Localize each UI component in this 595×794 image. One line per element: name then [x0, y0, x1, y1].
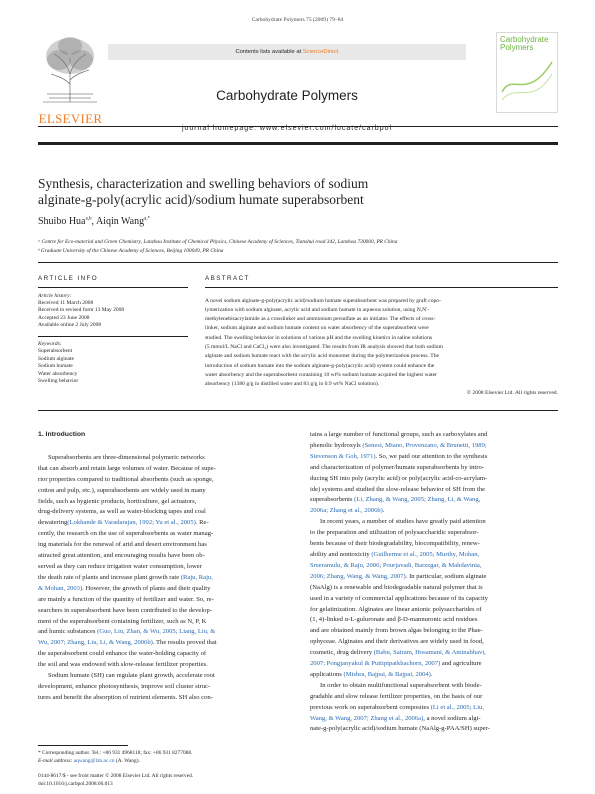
body-line: ide) systems and studied the slow-release behavior of SH from the [310, 485, 486, 493]
body-line: rior properties compared to traditional absorbents (such as sponge, [38, 475, 214, 483]
cover-title-line2: Polymers [500, 43, 534, 52]
body-line: are mainly a function of the quantity of fertilizer and water. So, re- [38, 595, 214, 603]
body-text: . So, we paid our attention to the synthesis [375, 452, 488, 460]
body-left-column [38, 430, 288, 704]
body-line: searchers in superabsorbent have been contributed to the develop- [38, 606, 212, 614]
body-line: for gelatinization. Alginates are linear anionic polysaccharides of [310, 605, 482, 613]
email-suffix: (A. Wang). [114, 757, 140, 764]
elsevier-logo [38, 34, 103, 126]
cover-title-line1: Carbohydrate [500, 35, 549, 44]
cover-graphic [497, 52, 557, 107]
abstract-line: methylenebisacrylamide as a crosslinker and ammonium persulfate as an initiator. The effects of cross- [205, 316, 436, 323]
citation-link[interactable]: (Guilherme et al., 2005; Murthy, Mohan, [371, 550, 480, 558]
body-text: phenolic hydroxyls [310, 441, 363, 449]
body-text: previous work on superabsorbent composites [310, 703, 431, 711]
body-line: the soil and was endowed with slow-release fertilizer properties. [38, 661, 208, 669]
citation-link[interactable]: (Mishra, Bajpai, & Bajpai, 2004) [343, 670, 431, 678]
citation-link[interactable]: (Raju, Raju, [180, 573, 213, 581]
body-text: and agriculture [440, 660, 482, 668]
body-line [38, 627, 288, 638]
body-line [310, 441, 560, 452]
sciencedirect-link[interactable]: ScienceDirect [302, 49, 339, 55]
abstract-line: alginate and sodium humate react with the acrylic acid monomer during the polymerization process. The [205, 353, 439, 360]
article-info-rule [38, 287, 188, 288]
journal-cover [496, 32, 558, 113]
citation-link[interactable]: 2006; Zhang, Wang, & Wang, 2007) [310, 572, 406, 580]
body-text: the death rate of plants and increase plant growth rate [38, 573, 181, 581]
body-text: cosmetic, drug delivery [310, 649, 374, 657]
homepage-link[interactable]: www.elsevier.com/locate/carbpol [259, 125, 393, 132]
body-line: that can absorb and retain large volumes of water. Because of supe- [38, 464, 216, 472]
body-line: In order to obtain multifunctional superabsorbent with biode- [320, 681, 482, 689]
keywords-label: Keywords: [38, 341, 62, 348]
elsevier-wordmark: ELSEVIER [38, 111, 103, 126]
body-line: the superabsorbent could enhance the water-holding capacity of [38, 650, 207, 658]
author-affil-sup: a,* [144, 216, 151, 222]
body-line: gradable and slow release fertilizer properties, on the basis of our [310, 692, 483, 700]
contents-prefix: Contents lists available at [235, 49, 303, 55]
body-text: . Re- [195, 519, 209, 527]
body-text: . [430, 670, 433, 678]
affiliation-a: ᵃ Centre for Eco-material and Green Chemistry, Lanzhou Institute of Chemical Physics, Chinese Academy of Sciences, Tianshui road 342, Lanzhou 730000, PR China [38, 239, 398, 245]
body-line [310, 703, 560, 714]
body-line: Sodium humate (SH) can regulate plant growth, accelerate root [48, 672, 215, 680]
keywords-rule [38, 336, 188, 337]
body-text: , a novel sodium algi- [423, 714, 481, 722]
body-line [310, 670, 560, 681]
footnote-rule [38, 745, 128, 746]
section-heading-introduction: 1. Introduction [38, 431, 86, 438]
body-line [38, 584, 288, 595]
body-line: served as they can reduce irrigation water consumption, lower [38, 562, 202, 570]
body-line: attracted great attention, and encouraging results have been ob- [38, 552, 205, 560]
body-line: tures and benefit the absorption of nutrient elements. SH also con- [38, 693, 213, 701]
body-line: drug-delivery systems, as well as water-blocking tapes and coal [38, 508, 206, 516]
body-line [38, 518, 288, 529]
body-line [310, 506, 560, 517]
body-line [310, 495, 560, 506]
body-line: used in a variety of commercial applications because of its capacity [310, 594, 488, 602]
article-info-heading: ARTICLE INFO [38, 275, 99, 282]
abstract-line: water absorbency and the superabsorbent containing 10 wt% sodium humate acquired the highest water [205, 371, 437, 378]
email-line [38, 758, 298, 766]
abstract-line: (5 mmol/L NaCl and CaCl₂) were also investigated. The results from IR analysis showed that both sodium [205, 343, 443, 350]
body-text: . In particular, sodium alginate [405, 572, 487, 580]
article-info [38, 275, 188, 385]
abstract-line: absorbency (1380 g/g in distilled water and 83 g/g in 0.9 wt% NaCl solution). [205, 381, 380, 388]
body-line: to the preparation and utilization of polysaccharidic superabsor- [310, 529, 479, 537]
homepage-prefix: journal homepage: [181, 125, 260, 132]
abstract-bottom-rule [38, 410, 558, 411]
citation-link[interactable]: (Guo, Liu, Zhan, & Wu, 2005; Liang, Liu, & [97, 628, 216, 636]
history-label: Article history: [38, 292, 72, 299]
body-line: tains a large number of functional groups, such as carboxylates and [310, 431, 488, 438]
keyword: Superabsorbent [38, 348, 73, 355]
keyword: Sodium alginate [38, 355, 74, 362]
body-line: (1, 4)-linked α-L-guluronate and β-D-mannuronic acid residues [310, 616, 478, 624]
body-line: cotton and pulp, etc.), superabsorbents are widely used in many [38, 486, 206, 494]
body-line: development, enhance photosynthesis, improve soil cluster struc- [38, 682, 211, 690]
abstract-line: linker, sodium alginate and sodium humate content on water absorbency of the superabsorbent were [205, 325, 429, 332]
history-item: Received in revised form 13 May 2008 [38, 307, 125, 314]
journal-citation: Carbohydrate Polymers 75 (2009) 79–84 [251, 17, 344, 23]
title-line-1: Synthesis, characterization and swelling behaviors of sodium [38, 176, 369, 191]
citation-link[interactable]: (Babu, Sairam, Hosamani, & Aminabhavi, [373, 649, 486, 657]
publication-info [38, 772, 338, 788]
doi-line[interactable]: doi:10.1016/j.carbpol.2008.06.013 [38, 781, 113, 787]
history-item: Available online 2 July 2008 [38, 322, 102, 329]
journal-title: Carbohydrate Polymers [216, 88, 358, 103]
contents-bar [108, 44, 466, 60]
keyword: Water absorbency [38, 370, 78, 377]
citation-link[interactable]: 2006a; Zhang et al., 2006b) [310, 507, 383, 515]
author-affil-sup: a,b [85, 216, 92, 222]
abstract-rule [205, 287, 558, 288]
body-line [310, 714, 560, 725]
body-line: ducing SH into poly (acrylic acid) or poly(acrylic acid-co-acrylam- [310, 474, 488, 482]
citation-link[interactable]: (Li et al., 2005; Liu, [430, 703, 484, 711]
keyword: Sodium humate [38, 363, 73, 370]
body-line [310, 561, 560, 572]
keyword: Swelling behavior [38, 378, 79, 385]
citation-link[interactable]: Wu, 2007; Zhang, Liu, Li, & Wang, 2006b) [38, 639, 153, 647]
title-line-2: alginate-g-poly(acrylic acid)/sodium humate superabsorbent [38, 192, 364, 207]
elsevier-tree-icon [39, 34, 101, 104]
body-line: ment of the superabsorbent containing fertilizer, such as N, P, K [38, 617, 207, 625]
keywords [38, 341, 188, 385]
citation-link[interactable]: Sreeramulu, & Raju, 2006; Pourjavadi, Barzegar, & Mahdavinia, [310, 561, 482, 569]
email-label: E-mail address: [38, 757, 74, 764]
corresponding-author: * Corresponding author. Tel.: +86 931 4968118; fax: +86 931 8277088. [38, 750, 193, 756]
body-text: dewatering [38, 519, 68, 527]
body-text: . However, the growth of plants and their quality [82, 584, 211, 592]
body-line: (NaAlg) is a renewable and biodegradable natural polymer that is [310, 583, 483, 591]
header-thick-rule [38, 142, 558, 145]
body-line [310, 648, 560, 659]
author-list [38, 216, 150, 227]
abstract-line: introduction of sodium humate into the sodium alginate-g-poly(acrylic acid) system could enhance the [205, 362, 435, 369]
abstract-text [205, 297, 558, 390]
body-line [310, 659, 560, 670]
affiliations [38, 238, 578, 256]
affil-rule [38, 262, 558, 263]
history-item: Accepted 23 June 2008 [38, 314, 90, 321]
body-line: Superabsorbents are three-dimensional polymeric networks [48, 453, 205, 461]
body-text: . [382, 507, 385, 515]
abstract-line: A novel sodium alginate-g-poly(acrylic acid)/sodium humate superabsorbent was prepared by graft copo- [205, 297, 441, 304]
body-line: ing materials for the renewal of arid and desert environment has [38, 541, 207, 549]
citation-link[interactable]: (Lokhande & Varadarajan, 1992; Yu et al., 2005) [67, 519, 196, 527]
body-line [38, 573, 288, 584]
citation-link[interactable]: (Li, Zhang, & Wang, 2005; Zhang, Li, & Wang, [354, 496, 481, 504]
citation-link[interactable]: Wang, & Wang, 2007; Zhang et al., 2006a) [310, 714, 424, 722]
author-separator: , [91, 216, 96, 227]
abstract-copyright: © 2008 Elsevier Ltd. All rights reserved. [466, 390, 558, 397]
body-line: ophyceae. Alginates and their derivatives are widely used in food, [310, 638, 484, 646]
body-line [310, 550, 560, 561]
body-line: nate-g-poly(acrylic acid)/sodium humate (NaAlg-g-PAA/SH) super- [310, 725, 490, 733]
author-name: Shuibo Hua [38, 216, 86, 227]
body-line [310, 452, 560, 463]
body-line: and characterization of polymer/humate superabsorbents by intro- [310, 463, 484, 471]
citation-link[interactable]: 2007; Pongjanyakul & Puttipipatkhachorn, 2007) [310, 660, 441, 668]
abstract-heading: ABSTRACT [205, 275, 250, 282]
article-history [38, 293, 188, 330]
body-text: . The results proved that [152, 639, 217, 647]
abstract-line: studied. The swelling behavior in solutions of various pH and the swelling kinetics in saline solutions [205, 334, 433, 341]
body-line [310, 572, 560, 583]
body-text: ability and nontoxicity [310, 550, 372, 558]
body-line: bents because of their biodegradability, biocompatibility, renew- [310, 540, 480, 548]
article-title [38, 176, 558, 208]
abstract [205, 275, 558, 398]
body-line: and are obtained mainly from brown algas belonging to the Phae- [310, 627, 483, 635]
citation-link[interactable]: & Mohan, 2003) [38, 584, 83, 592]
body-right-column [310, 430, 560, 735]
footnote [38, 750, 298, 766]
body-line: cently, the research on the use of superabsorbents as water manag- [38, 530, 214, 538]
body-line [38, 638, 288, 649]
body-line: fields, such as hygienic products, horticulture, gel actuators, [38, 497, 197, 505]
email-link[interactable]: aqwang@lzb.ac.cn [73, 757, 115, 764]
citation-link[interactable]: Stevenson & Goh, 1971) [310, 452, 376, 460]
body-text: and humic substances [38, 628, 98, 636]
history-item: Received 11 March 2008 [38, 299, 94, 306]
journal-homepage [108, 125, 466, 132]
citation-link[interactable]: (Senesi, Miano, Provenzano, & Brunetti, 1989; [362, 441, 487, 449]
body-line: In recent years, a number of studies have greatly paid attention [320, 518, 486, 526]
body-text: superabsorbents [310, 496, 355, 504]
author-name: Aiqin Wang [95, 216, 145, 227]
abstract-line: lymerization with sodium alginate, acrylic acid and sodium humate in aqueous solution, using N,N′- [205, 306, 430, 313]
issn-line: 0144-8617/$ - see front matter © 2008 Elsevier Ltd. All rights reserved. [38, 773, 194, 779]
body-text: applications [310, 670, 344, 678]
affiliation-b: ᵇ Graduate University of the Chinese Academy of Sciences, Beijing 100049, PR China [38, 248, 224, 254]
